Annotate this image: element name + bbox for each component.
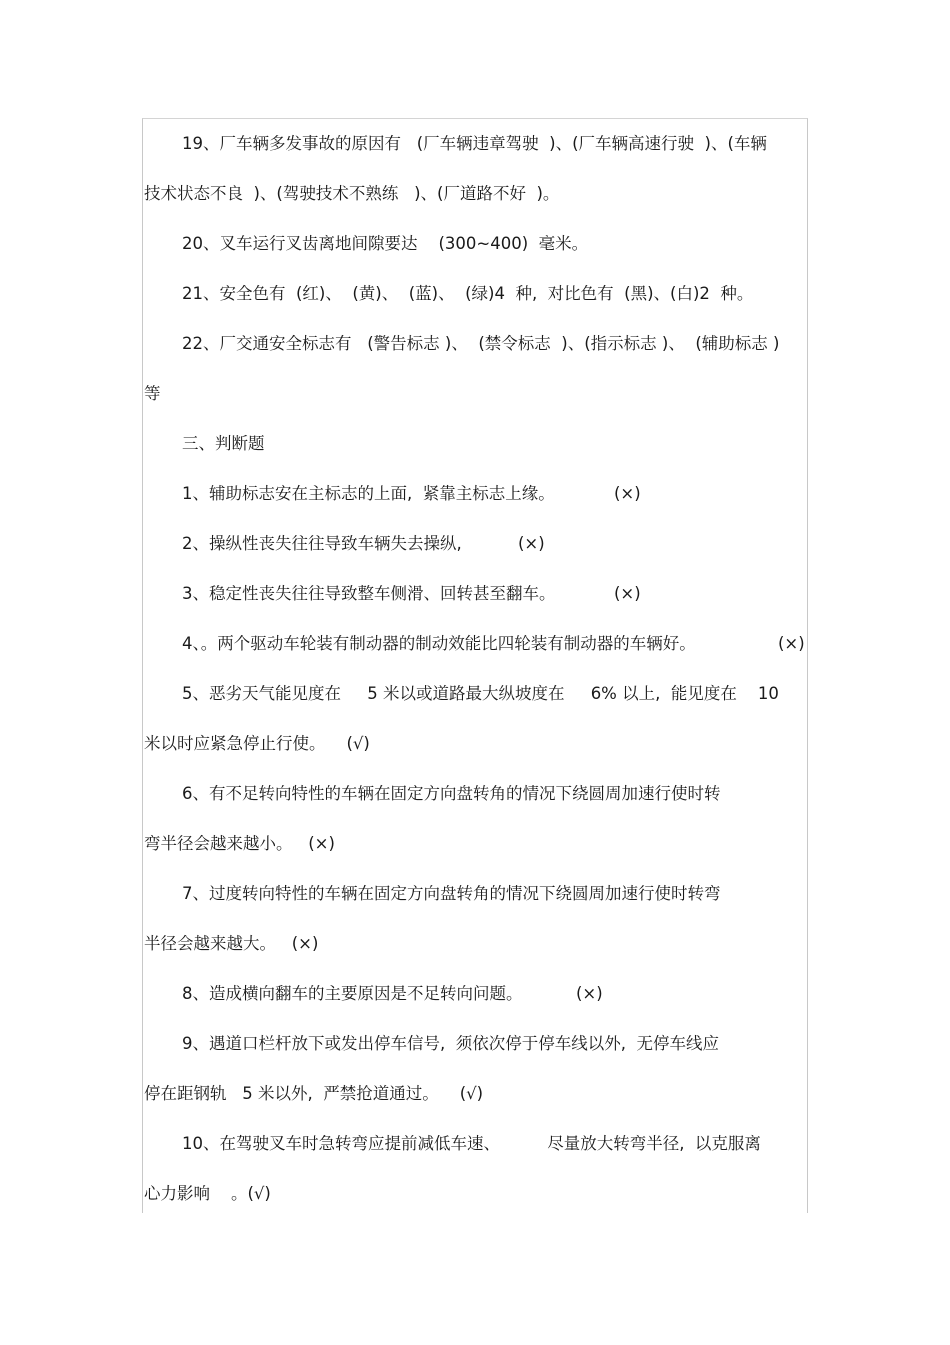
judgment-5-line1: 5、恶劣天气能见度在 5 米以或道路最大纵坡度在 6% 以上, 能见度在 10: [182, 684, 779, 703]
fill-in-21-line1: 21、安全色有 (红)、 (黄)、 (蓝)、 (绿)4 种, 对比色有 (黑)、(白)2 种。: [182, 284, 754, 303]
judgment-4-text: 4、。两个驱动车轮装有制动器的制动效能比四轮装有制动器的车辆好。: [182, 634, 696, 653]
judgment-8-text: 8、造成横向翻车的主要原因是不足转向问题。: [182, 984, 523, 1003]
judgment-8-mark: (×): [576, 984, 603, 1003]
fill-in-19-line2: 技术状态不良 )、(驾驶技术不熟练 )、(厂道路不好 )。: [144, 184, 560, 203]
judgment-3-mark: (×): [614, 584, 641, 603]
judgment-3-text: 3、稳定性丧失往往导致整车侧滑、回转甚至翻车。: [182, 584, 556, 603]
judgment-6-line2: 弯半径会越来越小。 (×): [144, 834, 335, 853]
fill-in-22-line2: 等: [144, 384, 161, 403]
judgment-5-line2: 米以时应紧急停止行使。 (√): [144, 734, 370, 753]
judgment-10-line2: 心力影响 。(√): [144, 1184, 271, 1203]
section-title: 三、判断题: [182, 434, 265, 453]
judgment-7-line2: 半径会越来越大。 (×): [144, 934, 319, 953]
fill-in-19-line1: 19、厂车辆多发事故的原因有 (厂车辆违章驾驶 )、(厂车辆高速行驶 )、(车辆: [182, 134, 767, 153]
judgment-7-line1: 7、过度转向特性的车辆在固定方向盘转角的情况下绕圆周加速行使时转弯: [182, 884, 721, 903]
judgment-2-mark: (×): [518, 534, 545, 553]
judgment-10-line1: 10、在驾驶叉车时急转弯应提前减低车速、 尽量放大转弯半径, 以克服离: [182, 1134, 761, 1153]
judgment-1-mark: (×): [614, 484, 641, 503]
judgment-9-line2: 停在距钢轨 5 米以外, 严禁抢道通过。 (√): [144, 1084, 484, 1103]
fill-in-22-line1: 22、厂交通安全标志有 (警告标志 )、 (禁令标志 )、(指示标志 )、 (辅助标志 ): [182, 334, 780, 353]
fill-in-20-line1: 20、叉车运行叉齿离地间隙要达 (300~400) 毫米。: [182, 234, 589, 253]
judgment-2-text: 2、操纵性丧失往往导致车辆失去操纵,: [182, 534, 462, 553]
judgment-9-line1: 9、遇道口栏杆放下或发出停车信号, 须依次停于停车线以外, 无停车线应: [182, 1034, 719, 1053]
judgment-4-mark: (×): [778, 634, 805, 653]
judgment-6-line1: 6、有不足转向特性的车辆在固定方向盘转角的情况下绕圆周加速行使时转: [182, 784, 721, 803]
judgment-1-text: 1、辅助标志安在主标志的上面, 紧靠主标志上缘。: [182, 484, 555, 503]
